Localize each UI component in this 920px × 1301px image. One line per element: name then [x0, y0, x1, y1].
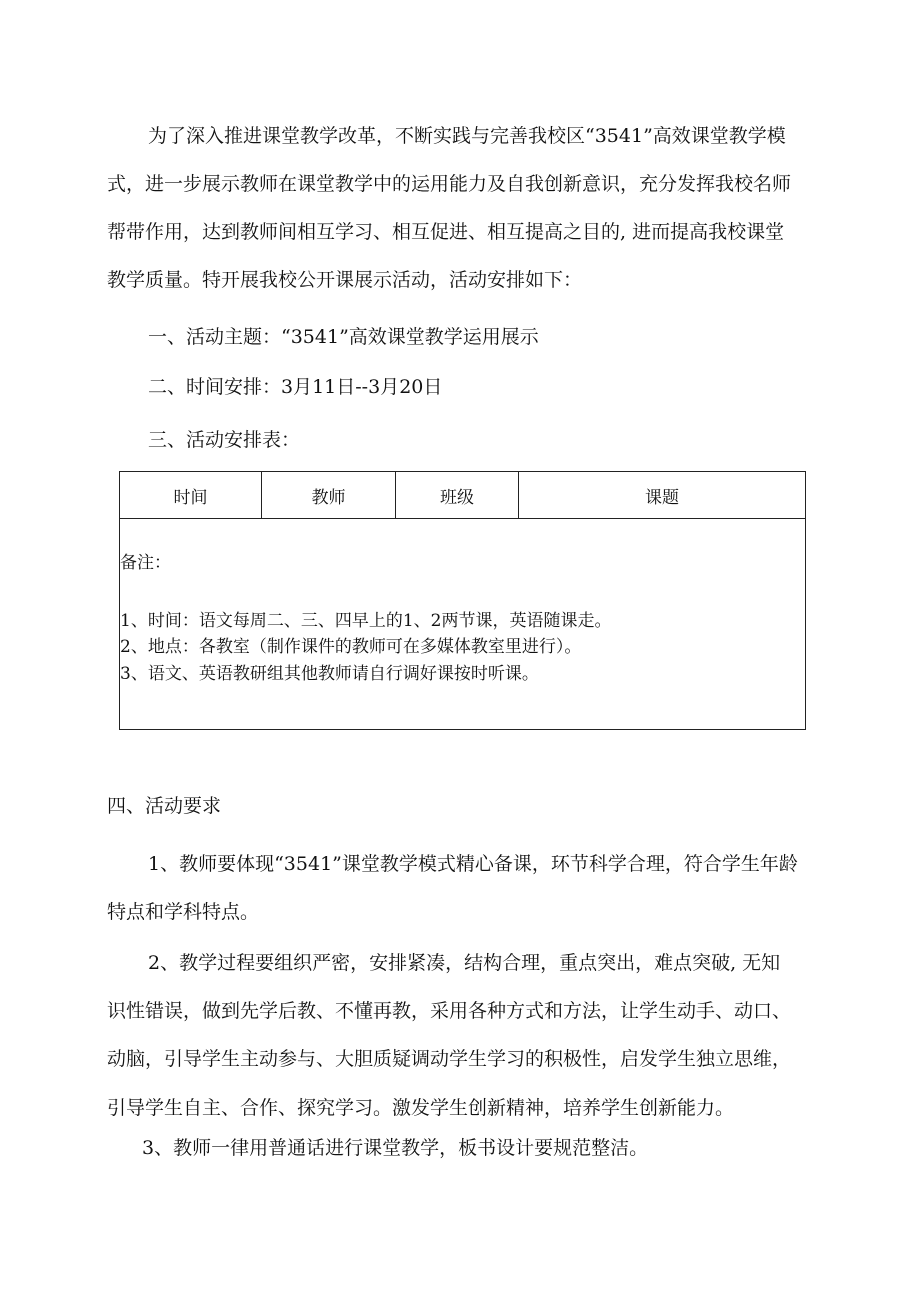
intro-line: 式，进一步展示教师在课堂教学中的运用能力及自我创新意识，充分发挥我校名师: [107, 173, 792, 195]
table-header-row: [120, 472, 806, 519]
note-item: 1、时间：语文每周二、三、四早上的1、2两节课，英语随课走。: [120, 611, 612, 631]
header-topic: 课题: [519, 472, 806, 519]
section-table-title: 三、活动安排表：: [148, 429, 301, 451]
requirement-line: 1、教师要体现“3541”课堂教学模式精心备课，环节科学合理，符合学生年龄: [148, 853, 798, 875]
intro-line: 帮带作用，达到教师间相互学习、相互促进、相互提高之目的, 进而提高我校课堂: [107, 221, 785, 243]
requirement-line: 动脑，引导学生主动参与、大胆质疑调动学生学习的积极性，启发学生独立思维，: [107, 1048, 792, 1070]
requirement-item-3: 3、教师一律用普通话进行课堂教学，板书设计要规范整洁。: [142, 1137, 649, 1159]
note-item: 2、地点：各教室（制作课件的教师可在多媒体教室里进行）。: [120, 637, 582, 657]
section-time: 二、时间安排：3月11日--3月20日: [148, 376, 443, 398]
header-class: 班级: [396, 472, 519, 519]
requirement-line: 特点和学科特点。: [107, 901, 260, 923]
intro-line: 为了深入推进课堂教学改革，不断实践与完善我校区“3541”高效课堂教学模: [148, 125, 786, 147]
notes-row: [120, 519, 806, 730]
requirement-line: 识性错误，做到先学后教、不懂再教，采用各种方式和方法，让学生动手、动口、: [107, 1000, 792, 1022]
requirement-line: 2、教学过程要组织严密，安排紧凑，结构合理，重点突出，难点突破, 无知: [148, 952, 781, 974]
header-teacher: 教师: [262, 472, 396, 519]
notes-cell: [120, 519, 806, 730]
intro-line: 教学质量。特开展我校公开课展示活动，活动安排如下：: [107, 269, 583, 291]
notes-title: 备注：: [120, 553, 171, 573]
requirement-line: 引导学生自主、合作、探究学习。激发学生创新精神，培养学生创新能力。: [107, 1097, 735, 1119]
note-item: 3、语文、英语教研组其他教师请自行调好课按时听课。: [120, 664, 539, 684]
section-theme: 一、活动主题：“3541”高效课堂教学运用展示: [148, 326, 539, 348]
header-time: 时间: [120, 472, 262, 519]
schedule-table: [119, 471, 806, 730]
requirements-heading: 四、活动要求: [107, 795, 222, 817]
